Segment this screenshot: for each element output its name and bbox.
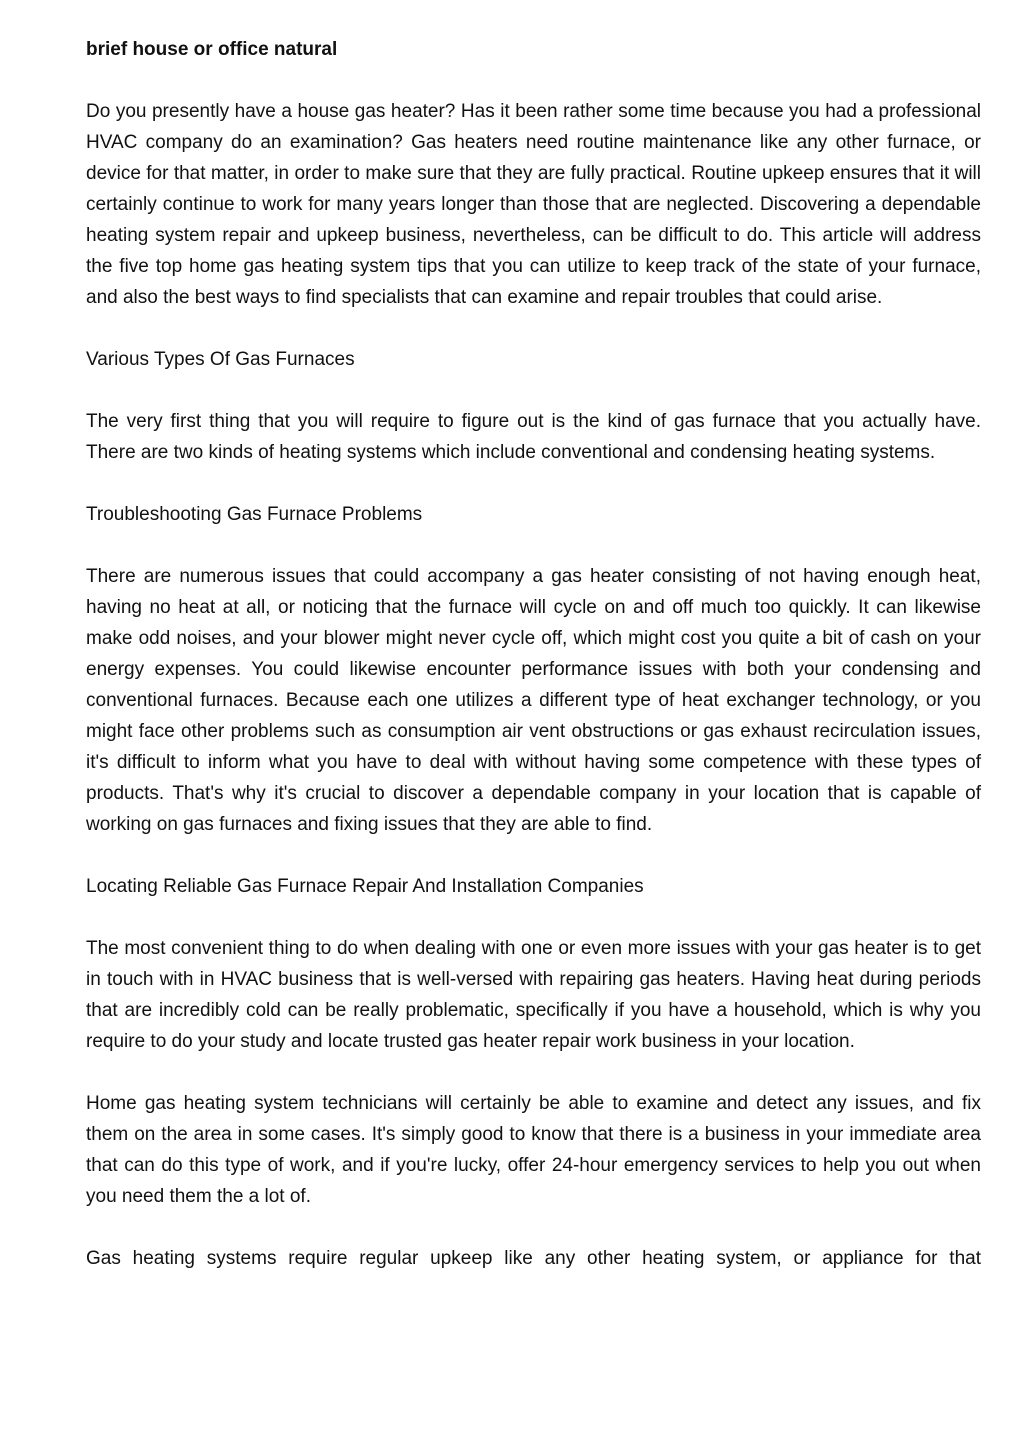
paragraph-locating-2: Home gas heating system technicians will certainly be able to examine and detect any issues, and fix them on the area in some cases. It's simply good to know that there is a business in your immediate area that can do this type of work, and if you're lucky, offer 24-hour emergency services to help you out when you need them the a lot of. <box>86 1093 981 1207</box>
spacer <box>86 65 981 96</box>
spacer <box>86 902 981 933</box>
paragraph-troubleshooting: There are numerous issues that could accompany a gas heater consisting of not having enough heat, having no heat at all, or noticing that the furnace will cycle on and off much too quickly. It can likewise make odd noises, and your blower might never cycle off, which might cost you quite a bit of cash on your energy expenses. You could likewise encounter performance issues with both your condensing and conventional furnaces. Because each one utilizes a different type of heat exchanger technology, or you might face other problems such as consumption air vent obstructions or gas exhaust recirculation issues, it's difficult to inform what you have to deal with without having some competence with these types of products. That's why it's crucial to discover a dependable company in your location that is capable of working on gas furnaces and fixing issues that they are able to find. <box>86 566 981 835</box>
paragraph-locating-1: The most convenient thing to do when dealing with one or even more issues with your gas heater is to get in touch with in HVAC business that is well-versed with repairing gas heaters. Having heat during periods that are incredibly cold can be really problematic, specifically if you have a household, which is why you require to do your study and locate trusted gas heater repair work business in your location. <box>86 938 981 1052</box>
document-page <box>86 34 981 1274</box>
paragraph-types: The very first thing that you will require to figure out is the kind of gas furnace that you actually have. There are two kinds of heating systems which include conventional and condensing heating systems. <box>86 411 981 463</box>
paragraph-locating-3: Gas heating systems require regular upkeep like any other heating system, or appliance for that <box>86 1248 981 1269</box>
spacer <box>86 530 981 561</box>
spacer <box>86 1212 981 1243</box>
section-heading-types: Various Types Of Gas Furnaces <box>86 349 355 370</box>
spacer <box>86 313 981 344</box>
spacer <box>86 840 981 871</box>
section-heading-locating: Locating Reliable Gas Furnace Repair And Installation Companies <box>86 876 644 897</box>
document-title: brief house or office natural <box>86 39 338 60</box>
spacer <box>86 375 981 406</box>
section-heading-troubleshooting: Troubleshooting Gas Furnace Problems <box>86 504 423 525</box>
intro-paragraph: Do you presently have a house gas heater? Has it been rather some time because you had a professional HVAC company do an examination? Gas heaters need routine maintenance like any other furnace, or device for that matter, in order to make sure that they are fully practical. Routine upkeep ensures that it will certainly continue to work for many years longer than those that are neglected. Discovering a dependable heating system repair and upkeep business, nevertheless, can be difficult to do. This article will address the five top home gas heating system tips that you can utilize to keep track of the state of your furnace, and also the best ways to find specialists that can examine and repair troubles that could arise. <box>86 101 981 308</box>
spacer <box>86 1057 981 1088</box>
spacer <box>86 468 981 499</box>
